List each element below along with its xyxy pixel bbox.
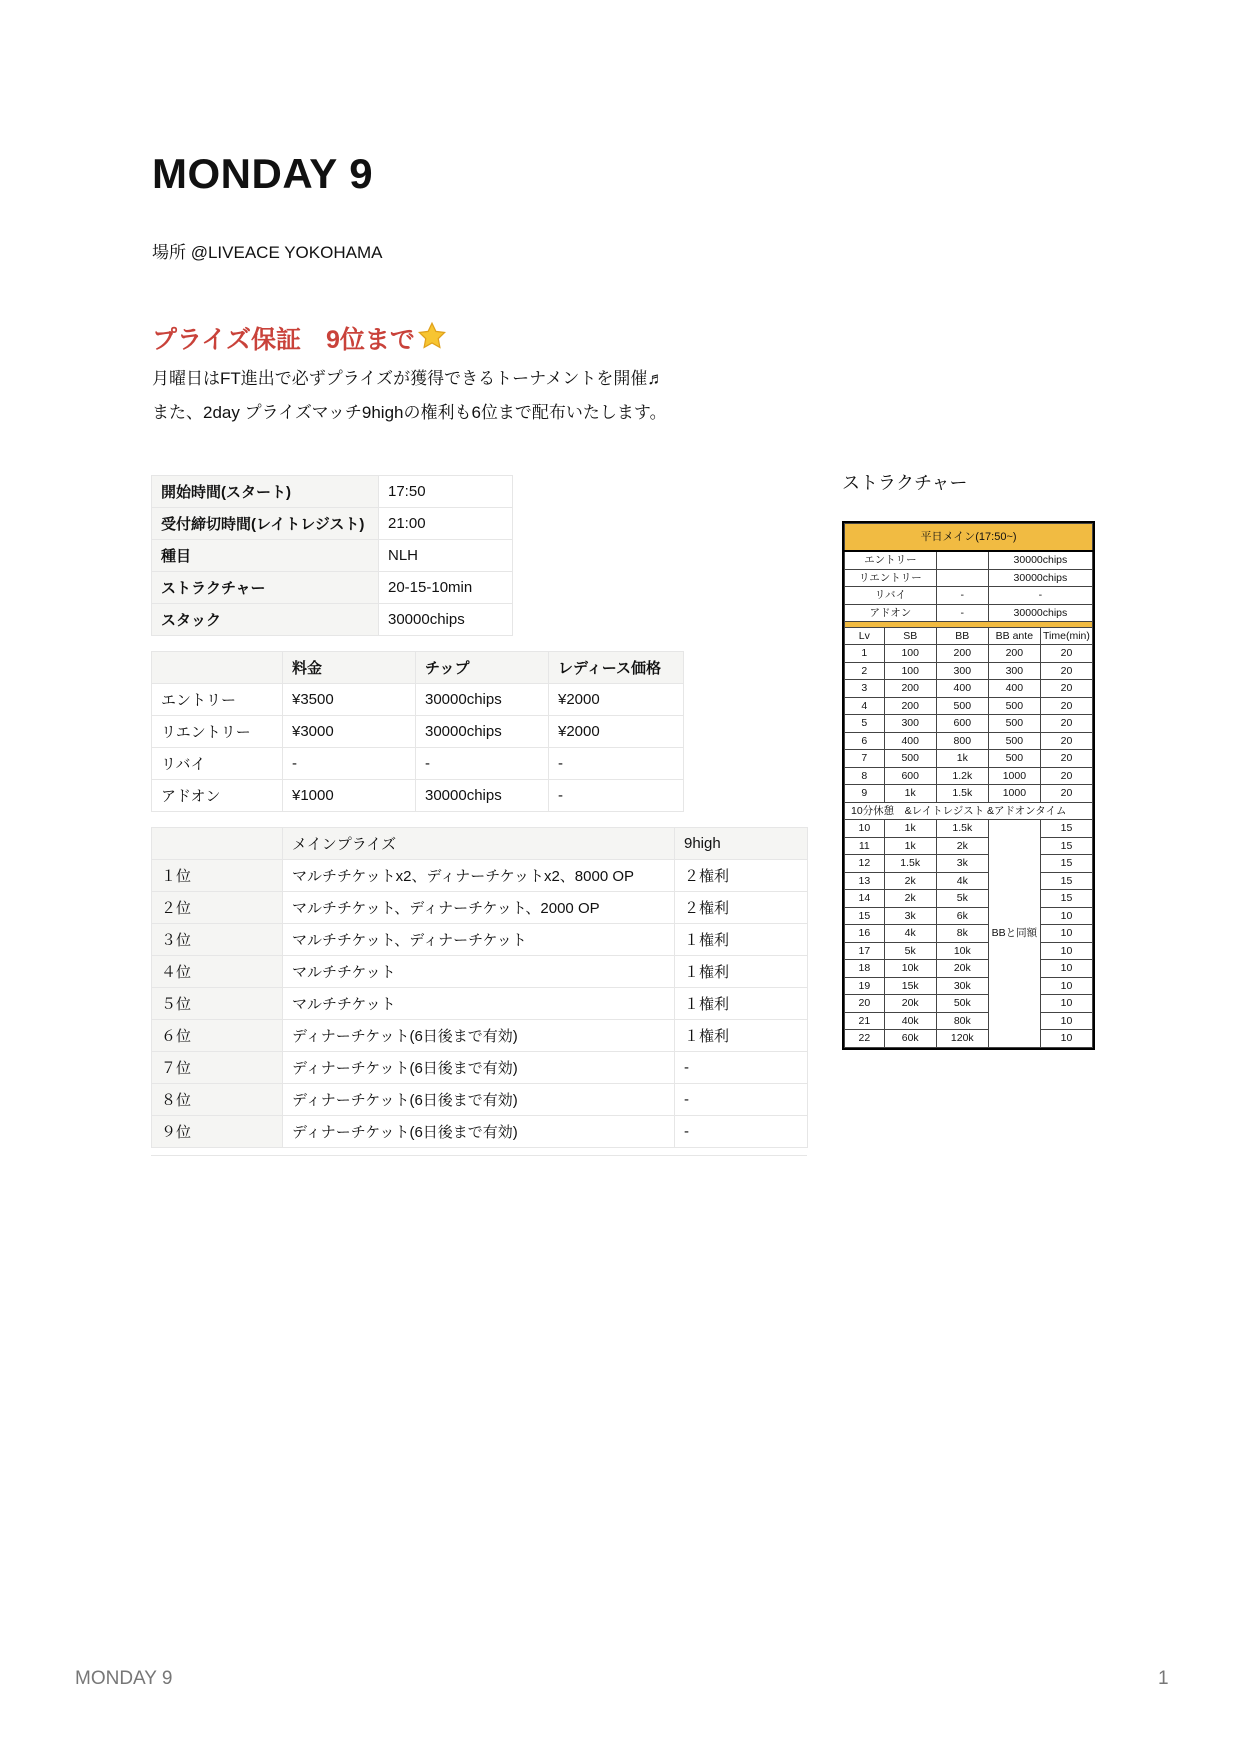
- level-cell: 17: [845, 942, 885, 960]
- level-cell: 14: [845, 890, 885, 908]
- level-cell: 15: [845, 907, 885, 925]
- level-row: [845, 820, 1093, 838]
- column-header: 料金: [283, 652, 416, 684]
- table-cell: -: [416, 748, 549, 780]
- ante-merged-cell: BBと同額: [988, 820, 1040, 1048]
- level-cell: 6: [845, 732, 885, 750]
- level-cell: 500: [988, 732, 1040, 750]
- summary-cell: -: [988, 587, 1092, 605]
- info-label: 開始時間(スタート): [152, 476, 379, 508]
- level-row: [845, 907, 1093, 925]
- rights-cell: -: [675, 1052, 808, 1084]
- tournament-info-table: [151, 475, 513, 636]
- level-cell: 300: [988, 662, 1040, 680]
- level-row: [845, 662, 1093, 680]
- level-cell: 1: [845, 645, 885, 663]
- table-row: [152, 1020, 808, 1052]
- table-cell: -: [549, 780, 684, 812]
- prize-cell: マルチチケットx2、ディナーチケットx2、8000 OP: [283, 860, 675, 892]
- table-row: [152, 1052, 808, 1084]
- summary-cell: [936, 569, 988, 587]
- rank-cell: ７位: [152, 1052, 283, 1084]
- level-cell: 1000: [988, 767, 1040, 785]
- table-row: [152, 924, 808, 956]
- level-cell: 15: [1040, 872, 1092, 890]
- summary-cell: 30000chips: [988, 604, 1092, 622]
- structure-summary-row: [845, 569, 1093, 587]
- column-header: Time(min): [1040, 628, 1092, 645]
- level-cell: 10: [1040, 942, 1092, 960]
- level-cell: 800: [936, 732, 988, 750]
- level-row: [845, 837, 1093, 855]
- level-cell: 15k: [884, 977, 936, 995]
- info-value: 21:00: [379, 508, 513, 540]
- level-cell: 4: [845, 697, 885, 715]
- level-row: [845, 1012, 1093, 1030]
- level-cell: 20: [1040, 732, 1092, 750]
- structure-summary-row: [845, 604, 1093, 622]
- level-cell: 5: [845, 715, 885, 733]
- star-icon: [417, 321, 447, 358]
- level-cell: 20: [1040, 662, 1092, 680]
- level-cell: 9: [845, 785, 885, 803]
- level-row: [845, 872, 1093, 890]
- summary-label: リバイ: [845, 587, 937, 605]
- level-cell: 20: [1040, 785, 1092, 803]
- table-cell: 30000chips: [416, 684, 549, 716]
- level-cell: 1k: [884, 837, 936, 855]
- info-value: NLH: [379, 540, 513, 572]
- prize-cell: マルチチケット: [283, 956, 675, 988]
- level-cell: 400: [936, 680, 988, 698]
- level-cell: 40k: [884, 1012, 936, 1030]
- info-label: 受付締切時間(レイトレジスト): [152, 508, 379, 540]
- level-cell: 300: [936, 662, 988, 680]
- table-cell: ¥2000: [549, 716, 684, 748]
- rights-cell: ２権利: [675, 860, 808, 892]
- table-cell: ¥1000: [283, 780, 416, 812]
- info-label: 種目: [152, 540, 379, 572]
- info-value: 17:50: [379, 476, 513, 508]
- level-cell: 8k: [936, 925, 988, 943]
- fee-table: [151, 651, 684, 812]
- summary-label: アドオン: [845, 604, 937, 622]
- level-cell: 20: [1040, 715, 1092, 733]
- level-row: [845, 925, 1093, 943]
- column-header: チップ: [416, 652, 549, 684]
- level-cell: 10: [1040, 960, 1092, 978]
- summary-cell: -: [936, 587, 988, 605]
- level-cell: 18: [845, 960, 885, 978]
- level-cell: 20: [1040, 645, 1092, 663]
- table-row: [152, 1116, 808, 1148]
- column-header: [152, 652, 283, 684]
- rank-cell: ９位: [152, 1116, 283, 1148]
- level-cell: 500: [988, 697, 1040, 715]
- level-cell: 600: [884, 767, 936, 785]
- rank-cell: ５位: [152, 988, 283, 1020]
- level-cell: 20: [1040, 697, 1092, 715]
- table-row: [152, 476, 513, 508]
- rights-cell: -: [675, 1116, 808, 1148]
- structure-label: ストラクチャー: [842, 473, 968, 493]
- level-cell: 60k: [884, 1030, 936, 1048]
- column-header: 9high: [675, 828, 808, 860]
- structure-title: 平日メイン(17:50~): [845, 524, 1093, 552]
- page-title: MONDAY 9: [152, 150, 374, 197]
- level-cell: 6k: [936, 907, 988, 925]
- level-cell: 15: [1040, 855, 1092, 873]
- level-cell: 19: [845, 977, 885, 995]
- table-cell: 30000chips: [416, 780, 549, 812]
- info-value: 30000chips: [379, 604, 513, 636]
- level-cell: 4k: [884, 925, 936, 943]
- table-row: [152, 892, 808, 924]
- level-row: [845, 995, 1093, 1013]
- level-cell: 200: [988, 645, 1040, 663]
- structure-break-row: [845, 802, 1093, 820]
- level-row: [845, 942, 1093, 960]
- info-value: 20-15-10min: [379, 572, 513, 604]
- table-cell: -: [549, 748, 684, 780]
- level-cell: 1k: [936, 750, 988, 768]
- structure-summary: [845, 551, 1093, 622]
- column-header: SB: [884, 628, 936, 645]
- table-row: [152, 604, 513, 636]
- structure-levels: [845, 820, 1093, 1048]
- rights-cell: １権利: [675, 1020, 808, 1052]
- table-cell: エントリー: [152, 684, 283, 716]
- prize-table: [151, 827, 808, 1148]
- level-cell: 8: [845, 767, 885, 785]
- level-row: [845, 645, 1093, 663]
- level-cell: 10: [1040, 1012, 1092, 1030]
- table-row: [152, 1084, 808, 1116]
- level-cell: 3k: [884, 907, 936, 925]
- prize-cell: ディナーチケット(6日後まで有効): [283, 1020, 675, 1052]
- rights-cell: ２権利: [675, 892, 808, 924]
- level-cell: 20: [845, 995, 885, 1013]
- level-cell: 80k: [936, 1012, 988, 1030]
- table-row: [152, 716, 684, 748]
- table-header-row: [152, 652, 684, 684]
- level-cell: 20k: [884, 995, 936, 1013]
- level-cell: 120k: [936, 1030, 988, 1048]
- column-header: メインプライズ: [283, 828, 675, 860]
- level-cell: 20k: [936, 960, 988, 978]
- column-header: [152, 828, 283, 860]
- table-cell: ¥2000: [549, 684, 684, 716]
- level-cell: 10: [1040, 925, 1092, 943]
- level-cell: 21: [845, 1012, 885, 1030]
- description-line: また、2day プライズマッチ9highの権利も6位まで配布いたします。: [152, 403, 667, 422]
- level-cell: 10: [845, 820, 885, 838]
- level-cell: 20: [1040, 767, 1092, 785]
- level-cell: 20: [1040, 680, 1092, 698]
- column-header: Lv: [845, 628, 885, 645]
- table-end-divider: [151, 1155, 807, 1156]
- level-cell: 10k: [936, 942, 988, 960]
- level-row: [845, 732, 1093, 750]
- level-row: [845, 680, 1093, 698]
- level-cell: 300: [884, 715, 936, 733]
- page-number: 1: [1158, 1668, 1169, 1689]
- rank-cell: ８位: [152, 1084, 283, 1116]
- summary-cell: [936, 551, 988, 569]
- level-cell: 10: [1040, 1030, 1092, 1048]
- level-cell: 2k: [936, 837, 988, 855]
- level-cell: 13: [845, 872, 885, 890]
- footer-title: MONDAY 9: [75, 1668, 173, 1689]
- level-cell: 10k: [884, 960, 936, 978]
- table-row: [152, 956, 808, 988]
- level-cell: 200: [884, 680, 936, 698]
- blind-structure-table: [844, 523, 1093, 1048]
- level-cell: 400: [884, 732, 936, 750]
- level-cell: 1k: [884, 785, 936, 803]
- summary-cell: -: [936, 604, 988, 622]
- summary-cell: 30000chips: [988, 569, 1092, 587]
- table-row: [152, 860, 808, 892]
- level-row: [845, 697, 1093, 715]
- level-cell: 10: [1040, 907, 1092, 925]
- level-row: [845, 1030, 1093, 1048]
- level-row: [845, 715, 1093, 733]
- structure-summary-row: [845, 587, 1093, 605]
- level-cell: 11: [845, 837, 885, 855]
- level-cell: 1.5k: [936, 820, 988, 838]
- level-cell: 500: [884, 750, 936, 768]
- rank-cell: ６位: [152, 1020, 283, 1052]
- table-row: [152, 684, 684, 716]
- summary-label: リエントリー: [845, 569, 937, 587]
- prize-cell: ディナーチケット(6日後まで有効): [283, 1052, 675, 1084]
- table-cell: -: [283, 748, 416, 780]
- level-cell: 200: [884, 697, 936, 715]
- table-cell: ¥3000: [283, 716, 416, 748]
- summary-cell: 30000chips: [988, 551, 1092, 569]
- level-cell: 1.5k: [884, 855, 936, 873]
- rights-cell: １権利: [675, 924, 808, 956]
- prize-cell: ディナーチケット(6日後まで有効): [283, 1084, 675, 1116]
- table-header-row: [152, 828, 808, 860]
- prize-guarantee-heading: [152, 320, 447, 358]
- level-cell: 1k: [884, 820, 936, 838]
- level-cell: 10: [1040, 995, 1092, 1013]
- level-cell: 600: [936, 715, 988, 733]
- level-cell: 2k: [884, 890, 936, 908]
- table-row: [152, 540, 513, 572]
- level-cell: 1.2k: [936, 767, 988, 785]
- column-header: レディース価格: [549, 652, 684, 684]
- table-cell: ¥3500: [283, 684, 416, 716]
- structure-header-row: [845, 628, 1093, 645]
- table-row: [152, 748, 684, 780]
- prize-cell: ディナーチケット(6日後まで有効): [283, 1116, 675, 1148]
- rank-cell: ３位: [152, 924, 283, 956]
- level-cell: 22: [845, 1030, 885, 1048]
- level-cell: 3k: [936, 855, 988, 873]
- level-cell: 1000: [988, 785, 1040, 803]
- level-cell: 2: [845, 662, 885, 680]
- table-row: [152, 988, 808, 1020]
- level-cell: 2k: [884, 872, 936, 890]
- level-cell: 200: [936, 645, 988, 663]
- info-label: ストラクチャー: [152, 572, 379, 604]
- level-row: [845, 977, 1093, 995]
- venue-text: 場所 @LIVEACE YOKOHAMA: [152, 243, 383, 262]
- level-row: [845, 960, 1093, 978]
- prize-cell: マルチチケット、ディナーチケット、2000 OP: [283, 892, 675, 924]
- level-cell: 15: [1040, 820, 1092, 838]
- table-cell: 30000chips: [416, 716, 549, 748]
- column-header: BB: [936, 628, 988, 645]
- level-cell: 5k: [936, 890, 988, 908]
- structure-title-row: [845, 524, 1093, 552]
- prize-cell: マルチチケット: [283, 988, 675, 1020]
- level-row: [845, 750, 1093, 768]
- info-label: スタック: [152, 604, 379, 636]
- blind-structure-image: [842, 521, 1095, 1050]
- rights-cell: -: [675, 1084, 808, 1116]
- level-cell: 30k: [936, 977, 988, 995]
- summary-label: エントリー: [845, 551, 937, 569]
- rank-cell: １位: [152, 860, 283, 892]
- level-row: [845, 785, 1093, 803]
- table-row: [152, 780, 684, 812]
- rank-cell: ２位: [152, 892, 283, 924]
- table-cell: リバイ: [152, 748, 283, 780]
- rights-cell: １権利: [675, 956, 808, 988]
- level-cell: 50k: [936, 995, 988, 1013]
- level-cell: 100: [884, 662, 936, 680]
- table-row: [152, 508, 513, 540]
- level-cell: 1.5k: [936, 785, 988, 803]
- level-cell: 15: [1040, 890, 1092, 908]
- level-cell: 500: [936, 697, 988, 715]
- level-cell: 400: [988, 680, 1040, 698]
- prize-heading-text: プライズ保証 9位まで: [152, 326, 415, 354]
- prize-cell: マルチチケット、ディナーチケット: [283, 924, 675, 956]
- rank-cell: ４位: [152, 956, 283, 988]
- level-cell: 12: [845, 855, 885, 873]
- level-cell: 3: [845, 680, 885, 698]
- rights-cell: １権利: [675, 988, 808, 1020]
- level-cell: 10: [1040, 977, 1092, 995]
- level-cell: 5k: [884, 942, 936, 960]
- level-cell: 16: [845, 925, 885, 943]
- column-header: BB ante: [988, 628, 1040, 645]
- table-cell: アドオン: [152, 780, 283, 812]
- break-text: 10分休憩 &レイトレジスト &アドオンタイム: [845, 802, 1093, 820]
- structure-levels: [845, 645, 1093, 803]
- level-cell: 500: [988, 715, 1040, 733]
- table-row: [152, 572, 513, 604]
- level-row: [845, 767, 1093, 785]
- level-cell: 100: [884, 645, 936, 663]
- structure-summary-row: [845, 551, 1093, 569]
- level-cell: 500: [988, 750, 1040, 768]
- description: [152, 362, 667, 430]
- level-cell: 20: [1040, 750, 1092, 768]
- level-cell: 7: [845, 750, 885, 768]
- level-row: [845, 855, 1093, 873]
- level-row: [845, 890, 1093, 908]
- table-cell: リエントリー: [152, 716, 283, 748]
- description-line: 月曜日はFT進出で必ずプライズが獲得できるトーナメントを開催♬: [152, 369, 665, 388]
- level-cell: 15: [1040, 837, 1092, 855]
- level-cell: 4k: [936, 872, 988, 890]
